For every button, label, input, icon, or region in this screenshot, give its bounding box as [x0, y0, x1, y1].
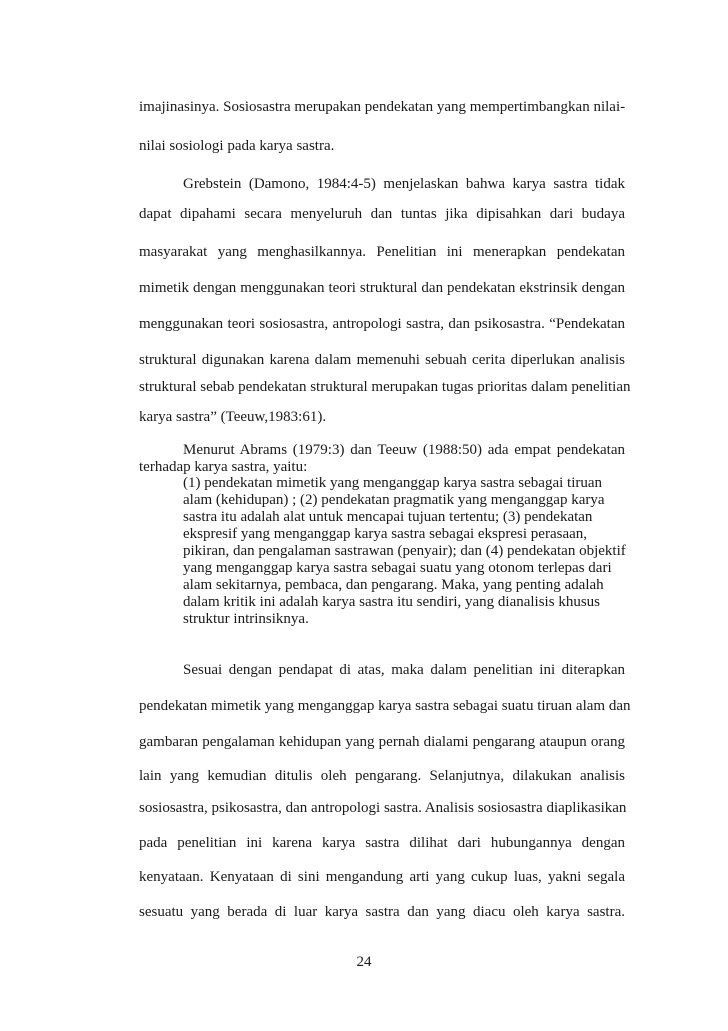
body-line: struktural sebab pendekatan struktural merupakan tugas prioritas dalam penelitian	[139, 379, 631, 395]
body-line: pendekatan mimetik yang menganggap karya sastra sebagai suatu tiruan alam dan	[139, 698, 631, 714]
body-line: Grebstein (Damono, 1984:4-5) menjelaskan bahwa karya sastra tidak	[183, 176, 625, 192]
block-quote-line: alam (kehidupan) ; (2) pendekatan pragmatik yang menganggap karya	[183, 492, 605, 508]
block-quote-line: pikiran, dan pengalaman sastrawan (penyair); dan (4) pendekatan objektif	[183, 543, 626, 559]
body-line: masyarakat yang menghasilkannya. Penelitian ini menerapkan pendekatan	[139, 244, 625, 260]
body-line: gambaran pengalaman kehidupan yang pernah dialami pengarang ataupun orang	[139, 734, 625, 750]
block-quote-line: sastra itu adalah alat untuk mencapai tujuan tertentu; (3) pendekatan	[183, 509, 593, 525]
body-line: dapat dipahami secara menyeluruh dan tuntas jika dipisahkan dari budaya	[139, 206, 625, 222]
body-line: imajinasinya. Sosiosastra merupakan pendekatan yang mempertimbangkan nilai-	[139, 99, 626, 115]
body-line: karya sastra” (Teeuw,1983:61).	[139, 409, 327, 425]
body-line: pada penelitian ini karena karya sastra dilihat dari hubungannya dengan	[139, 835, 625, 851]
block-quote-line: dalam kritik ini adalah karya sastra itu sendiri, yang dianalisis khusus	[183, 594, 600, 610]
citation-intro-line: Menurut Abrams (1979:3) dan Teeuw (1988:50) ada empat pendekatan	[183, 442, 625, 458]
body-line: mimetik dengan menggunakan teori struktural dan pendekatan ekstrinsik dengan	[139, 280, 625, 296]
body-line: nilai sosiologi pada karya sastra.	[139, 138, 335, 154]
body-line: sesuatu yang berada di luar karya sastra dan yang diacu oleh karya sastra.	[139, 904, 625, 920]
body-line: menggunakan teori sosiosastra, antropologi sastra, dan psikosastra. “Pendekatan	[139, 316, 625, 332]
block-quote-line: (1) pendekatan mimetik yang menganggap karya sastra sebagai tiruan	[183, 475, 603, 491]
body-line: Sesuai dengan pendapat di atas, maka dalam penelitian ini diterapkan	[183, 662, 625, 678]
block-quote-line: alam sekitarnya, pembaca, dan pengarang. Maka, yang penting adalah	[183, 577, 604, 593]
body-line: kenyataan. Kenyataan di sini mengandung arti yang cukup luas, yakni segala	[139, 869, 625, 885]
block-quote-line: yang menganggap karya sastra sebagai suatu yang otonom terlepas dari	[183, 560, 612, 576]
block-quote-line: struktur intrinsiknya.	[183, 611, 309, 627]
block-quote-line: ekspresif yang menganggap karya sastra sebagai ekspresi perasaan,	[183, 526, 588, 542]
citation-intro-line: terhadap karya sastra, yaitu:	[139, 459, 308, 475]
body-line: struktural digunakan karena dalam memenuhi sebuah cerita diperlukan analisis	[139, 352, 625, 368]
body-line: sosiosastra, psikosastra, dan antropologi sastra. Analisis sosiosastra diaplikasikan	[139, 800, 627, 816]
page-number: 24	[356, 954, 372, 970]
body-line: lain yang kemudian ditulis oleh pengarang. Selanjutnya, dilakukan analisis	[139, 768, 625, 784]
